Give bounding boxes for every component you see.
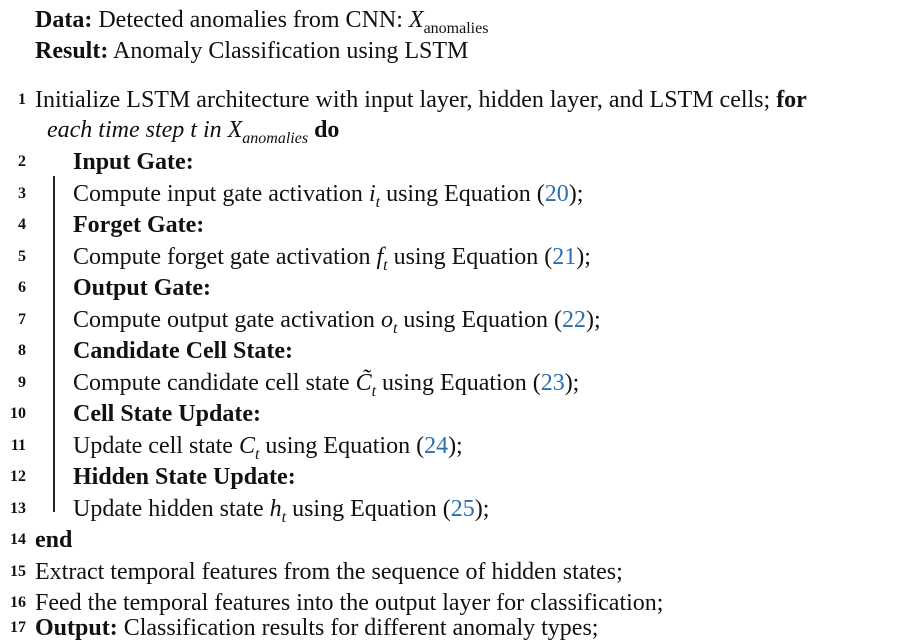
line-pre: Initialize LSTM architecture with input layer, hidden layer, and LSTM cells;	[35, 87, 777, 113]
keyword-do: do	[314, 117, 340, 143]
result-text: Anomaly Classification using LSTM	[113, 38, 469, 64]
line-text	[73, 430, 463, 462]
data-label: Data:	[35, 7, 93, 33]
line-post: );	[448, 433, 463, 459]
line-pre: Update hidden state	[73, 496, 270, 522]
section-heading: Candidate Cell State:	[73, 338, 293, 364]
line-post: );	[576, 244, 591, 270]
loop-condition: each time step t in	[47, 117, 228, 143]
line-number: 13	[10, 500, 26, 517]
loop-sub: anomalies	[242, 130, 309, 147]
math-var: o	[380, 307, 393, 333]
line-mid: using Equation (	[259, 433, 425, 459]
line-number: 9	[18, 374, 26, 391]
data-text: Detected anomalies from CNN:	[98, 7, 409, 33]
line-mid: using Equation (	[286, 496, 451, 522]
line-pre: Compute input gate activation	[73, 181, 369, 207]
line-number: 16	[10, 594, 26, 611]
line-number: 15	[10, 563, 26, 580]
loop-var: X	[227, 117, 243, 143]
line-pre: Update cell state	[73, 433, 239, 459]
line-post: );	[568, 181, 584, 207]
line-text	[73, 304, 601, 336]
line-number: 12	[10, 468, 26, 485]
line-number: 2	[18, 153, 26, 170]
line-post: );	[564, 370, 580, 396]
section-heading: Output Gate:	[73, 275, 211, 301]
line-mid: using Equation (	[376, 370, 541, 396]
line-number: 11	[10, 437, 26, 454]
section-heading: Forget Gate:	[73, 212, 205, 238]
line-text	[73, 367, 579, 399]
math-sub: t	[375, 194, 381, 211]
section-heading: Cell State Update:	[73, 401, 261, 427]
math-var: h	[269, 496, 282, 522]
math-var: C̃	[355, 370, 372, 396]
keyword-for: for	[776, 87, 807, 113]
equation-link[interactable]: 23	[540, 370, 565, 396]
result-line	[35, 35, 468, 67]
loop-bracket	[53, 176, 55, 512]
math-sub: t	[392, 320, 398, 337]
equation-link[interactable]: 24	[424, 433, 449, 459]
line-text	[73, 493, 489, 525]
line-mid: using Equation (	[387, 244, 553, 270]
math-sub: t	[371, 383, 377, 400]
line-number: 3	[18, 185, 26, 202]
math-sub: t	[254, 446, 260, 463]
math-var: i	[368, 181, 376, 207]
line-post: );	[586, 307, 601, 333]
equation-link[interactable]: 20	[544, 181, 569, 207]
data-var: X	[408, 7, 424, 33]
line-number: 10	[10, 405, 26, 422]
result-label: Result:	[35, 38, 109, 64]
data-sub: anomalies	[423, 20, 489, 37]
line-mid: using Equation (	[397, 307, 563, 333]
section-heading: Hidden State Update:	[73, 464, 296, 490]
math-sub: t	[281, 509, 287, 526]
line-number: 1	[18, 91, 26, 108]
line-pre: Compute candidate cell state	[73, 370, 356, 396]
line-text-cont	[47, 114, 339, 146]
line-number: 6	[18, 279, 26, 296]
line-text	[73, 241, 591, 273]
output-label: Output:	[35, 615, 118, 641]
line-text	[35, 84, 807, 116]
math-var: f	[376, 244, 384, 270]
equation-link[interactable]: 22	[562, 307, 587, 333]
keyword-end: end	[35, 527, 73, 553]
output-text: Classification results for different anomaly types;	[117, 615, 599, 641]
section-heading: Input Gate:	[73, 149, 194, 175]
line-number: 5	[18, 248, 26, 265]
line-pre: Compute forget gate activation	[73, 244, 377, 270]
equation-link[interactable]: 21	[552, 244, 577, 270]
line-text	[35, 612, 598, 644]
line-number: 14	[10, 531, 26, 548]
line-mid: using Equation (	[380, 181, 545, 207]
line-number: 17	[10, 619, 26, 636]
line-number: 8	[18, 342, 26, 359]
data-line	[35, 4, 488, 36]
equation-link[interactable]: 25	[450, 496, 475, 522]
line-pre: Compute output gate activation	[73, 307, 381, 333]
math-var: C	[238, 433, 255, 459]
line-text: Extract temporal features from the sequence of hidden states;	[35, 559, 623, 585]
line-text: Feed the temporal features into the output layer for classification;	[35, 590, 664, 616]
line-text	[73, 178, 583, 210]
line-post: );	[474, 496, 490, 522]
line-number: 7	[18, 311, 26, 328]
line-number: 4	[18, 216, 26, 233]
math-sub: t	[383, 257, 388, 274]
